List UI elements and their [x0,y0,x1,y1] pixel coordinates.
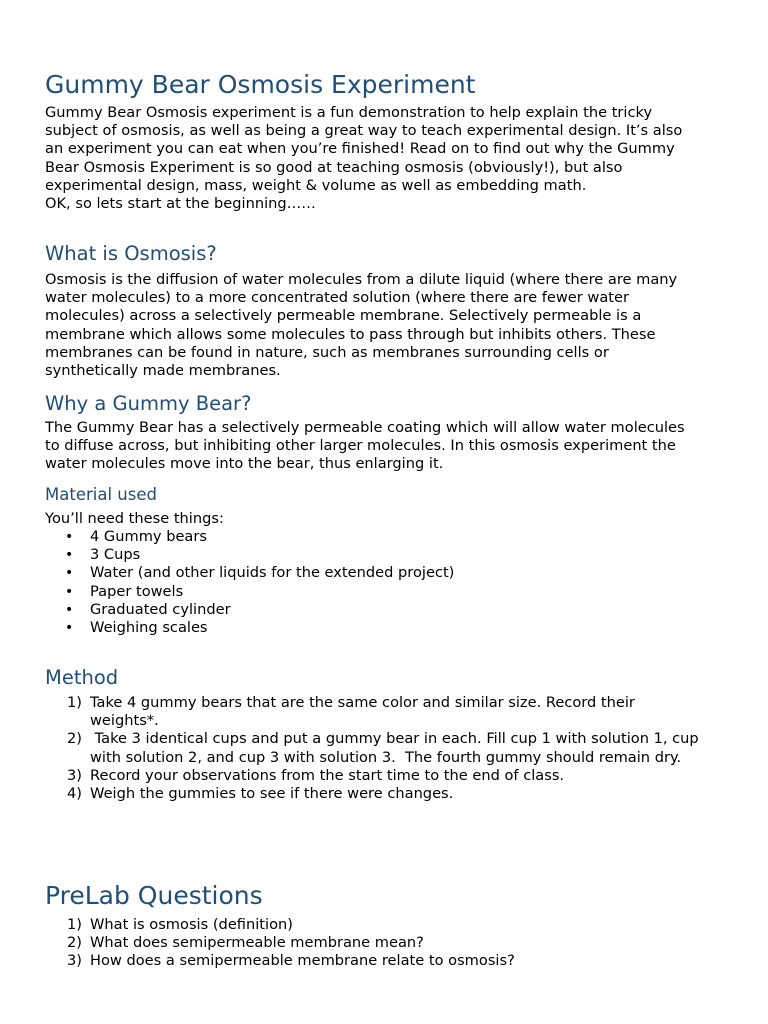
intro-line: Bear Osmosis Experiment is so good at teaching osmosis (obviously!), but also [45,158,623,176]
osmosis-line: synthetically made membranes. [45,362,281,380]
question-number: 1) [67,916,82,933]
intro-line: an experiment you can eat when you’re finished! Read on to find out why the Gummy [45,140,675,158]
question-number: 2) [67,934,82,952]
osmosis-line: water molecules) to a more concentrated solution (where there are fewer water [45,289,629,307]
materials-intro [45,510,735,528]
material-label: Water (and other liquids for the extended project) [90,564,455,582]
question-text: What does semipermeable membrane mean? [90,934,424,952]
bullet-icon: • [65,565,74,582]
material-label: Paper towels [90,582,184,600]
step-line: weights*. [90,712,159,730]
bullet-icon: • [65,583,74,600]
intro-paragraph [45,104,735,213]
prelab-heading: PreLab Questions [45,881,263,910]
list-item [45,601,454,619]
bullet-icon: • [65,620,74,637]
list-item [45,583,454,601]
intro-line: subject of osmosis, as well as being a great way to teach experimental design. It’s also [45,122,683,140]
material-label: Graduated cylinder [90,600,231,618]
method-step [45,694,735,730]
gummy-line: to diffuse across, but inhibiting other larger molecules. In this osmosis experiment the [45,437,676,455]
osmosis-line: Osmosis is the diffusion of water molecules from a dilute liquid (where there are many [45,271,678,288]
question-text: What is osmosis (definition) [90,916,293,933]
step-line: Record your observations from the start time to the end of class. [90,766,565,784]
method-steps [45,694,735,803]
osmosis-line: membrane which allows some molecules to pass through but inhibits others. These [45,325,656,343]
list-item [45,546,454,564]
method-step [45,767,735,785]
prelab-questions [45,916,735,971]
question-number: 3) [67,952,82,970]
osmosis-line: membranes can be found in nature, such as membranes surrounding cells or [45,343,609,361]
step-number: 1) [67,694,82,711]
method-step [45,730,735,766]
intro-line: experimental design, mass, weight & volume as well as embedding math. [45,176,587,194]
question-text: How does a semipermeable membrane relate to osmosis? [90,952,515,970]
bullet-icon: • [65,547,74,564]
intro-line: Gummy Bear Osmosis experiment is a fun demonstration to help explain the tricky [45,104,653,121]
step-line: Weigh the gummies to see if there were changes. [90,785,454,803]
gummy-line: The Gummy Bear has a selectively permeable coating which will allow water molecules [45,419,685,436]
materials-intro-text: You’ll need these things: [45,510,224,527]
gummy-line: water molecules move into the bear, thus enlarging it. [45,455,444,473]
prelab-question [45,916,735,934]
material-label: 3 Cups [90,546,141,564]
step-line: Take 3 identical cups and put a gummy bear in each. Fill cup 1 with solution 1, cup [90,730,699,748]
osmosis-paragraph [45,271,735,380]
method-heading: Method [45,666,119,689]
list-item [45,564,454,582]
bullet-icon: • [65,601,74,618]
step-line: with solution 2, and cup 3 with solution 3. The fourth gummy should remain dry. [90,748,682,766]
osmosis-line: molecules) across a selectively permeable membrane. Selectively permeable is a [45,307,642,325]
step-number: 4) [67,785,82,803]
step-number: 2) [67,730,82,748]
list-item [45,528,454,546]
list-item [45,619,454,637]
materials-heading: Material used [45,485,157,504]
material-label: Weighing scales [90,619,208,637]
bullet-icon: • [65,529,74,545]
gummy-paragraph [45,419,735,474]
page-title: Gummy Bear Osmosis Experiment [45,70,476,99]
step-line: Take 4 gummy bears that are the same color and similar size. Record their [90,694,635,711]
prelab-question [45,934,735,952]
prelab-question [45,952,735,970]
gummy-heading: Why a Gummy Bear? [45,392,252,415]
osmosis-heading: What is Osmosis? [45,242,217,265]
intro-line: OK, so lets start at the beginning…… [45,195,316,213]
method-step [45,785,735,803]
materials-list [45,528,454,637]
material-label: 4 Gummy bears [90,528,207,545]
step-number: 3) [67,766,82,784]
